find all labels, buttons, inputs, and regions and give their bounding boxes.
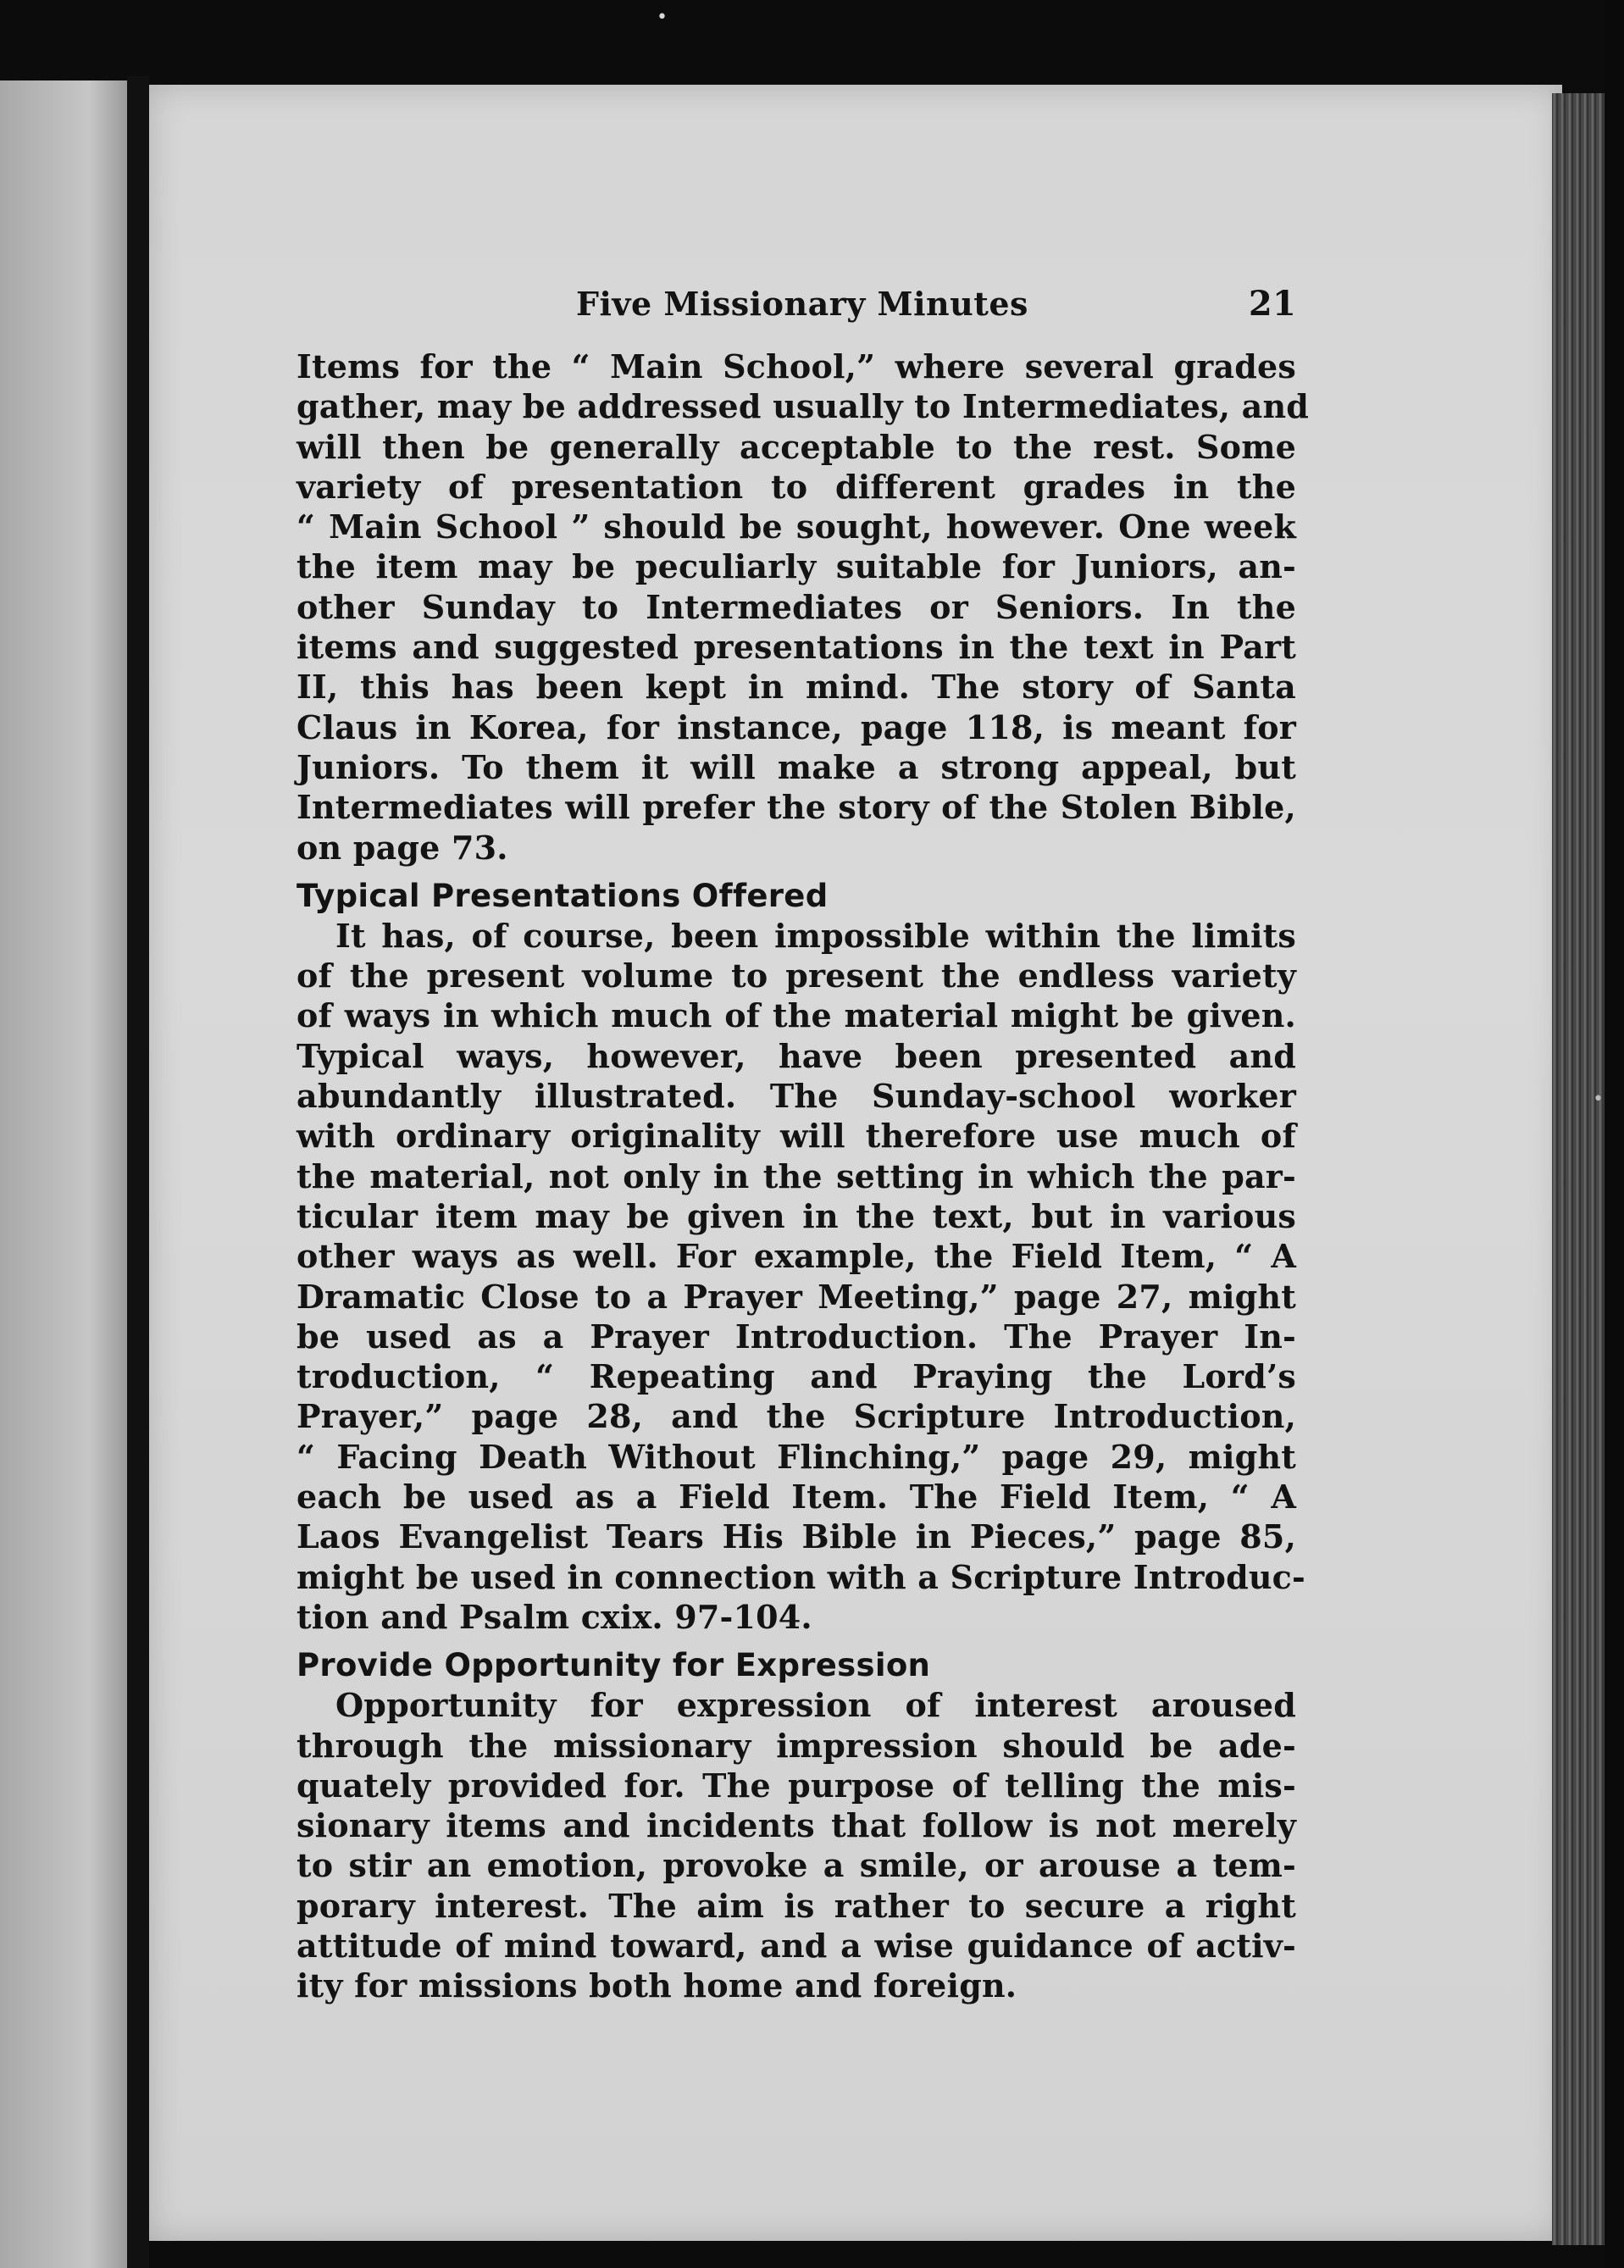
text-line: Items for the “ Main School,” where several grades <box>297 347 1296 385</box>
text-line: Juniors. To them it will make a strong appeal, but <box>297 747 1296 786</box>
text-line: ity for missions both home and foreign. <box>297 1966 1017 2005</box>
text-line: attitude of mind toward, and a wise guidance of activ- <box>297 1926 1296 1965</box>
text-line: might be used in connection with a Scripture Introduc- <box>297 1557 1305 1596</box>
text-line: Opportunity for expression of interest aroused <box>335 1686 1296 1725</box>
intro-paragraph <box>297 347 1310 868</box>
text-line: ticular item may be given in the text, but in various <box>297 1196 1296 1235</box>
text-line: tion and Psalm cxix. 97-104. <box>297 1597 812 1636</box>
text-line: on page 73. <box>297 828 508 867</box>
text-line: to stir an emotion, provoke a smile, or arouse a tem- <box>297 1846 1296 1885</box>
text-line: II, this has been kept in mind. The story of Santa <box>297 668 1296 707</box>
book-gutter <box>127 76 149 2268</box>
text-line: will then be generally acceptable to the rest. Some <box>297 427 1296 466</box>
running-head <box>297 284 1296 331</box>
scan-speck-icon: • <box>1593 1089 1604 1110</box>
text-line: of ways in which much of the material might be given. <box>297 996 1296 1035</box>
text-line: Claus in Korea, for instance, page 118, is meant for <box>297 707 1296 746</box>
text-line: Prayer,” page 28, and the Scripture Introduction, <box>297 1397 1296 1436</box>
scan-speck-icon: • <box>657 7 668 28</box>
text-line: gather, may be addressed usually to Intermediates, and <box>297 387 1310 426</box>
text-line: troduction, “ Repeating and Praying the Lord’s <box>297 1357 1296 1396</box>
text-line: sionary items and incidents that follow is not merely <box>297 1806 1296 1845</box>
text-line: other ways as well. For example, the Field Item, “ A <box>297 1237 1296 1276</box>
page-number: 21 <box>1248 284 1296 324</box>
text-line: the material, not only in the setting in which the par- <box>297 1156 1296 1195</box>
text-line: items and suggested presentations in the text in Part <box>297 628 1296 667</box>
text-line: with ordinary originality will therefore use much of <box>297 1117 1296 1156</box>
text-line: Laos Evangelist Tears His Bible in Pieces,” page 85, <box>297 1517 1296 1556</box>
facing-page-edge <box>0 80 127 2268</box>
text-line: porary interest. The aim is rather to secure a right <box>297 1886 1296 1925</box>
page-text <box>297 284 1310 2006</box>
text-line: It has, of course, been impossible within the limits <box>335 916 1296 955</box>
text-line: other Sunday to Intermediates or Seniors. In the <box>297 587 1296 626</box>
text-line: Typical ways, however, have been presented and <box>297 1036 1296 1075</box>
text-line: variety of presentation to different grades in the <box>297 467 1296 506</box>
running-title: Five Missionary Minutes <box>576 285 1028 323</box>
text-line: Intermediates will prefer the story of the Stolen Bible, <box>297 788 1296 827</box>
page-stack-edge <box>1552 93 1605 2245</box>
text-line: quately provided for. The purpose of telling the mis- <box>297 1766 1296 1805</box>
text-line: abundantly illustrated. The Sunday-school worker <box>297 1077 1296 1116</box>
section-heading-provide: Provide Opportunity for Expression <box>297 1647 931 1684</box>
text-line: through the missionary impression should be ade- <box>297 1726 1296 1765</box>
text-line: the item may be peculiarly suitable for Juniors, an- <box>297 547 1296 586</box>
text-line: each be used as a Field Item. The Field Item, “ A <box>297 1478 1296 1517</box>
section-heading-typical: Typical Presentations Offered <box>297 877 829 914</box>
text-line: “ Main School ” should be sought, however. One week <box>297 507 1296 546</box>
typical-paragraph <box>297 916 1305 1637</box>
text-line: Dramatic Close to a Prayer Meeting,” page 27, might <box>297 1277 1296 1316</box>
provide-paragraph <box>297 1685 1296 2005</box>
text-line: of the present volume to present the endless variety <box>297 957 1296 995</box>
text-line: “ Facing Death Without Flinching,” page 29, might <box>297 1437 1296 1476</box>
text-line: be used as a Prayer Introduction. The Prayer In- <box>297 1317 1296 1356</box>
scan-border <box>1605 0 1624 2268</box>
